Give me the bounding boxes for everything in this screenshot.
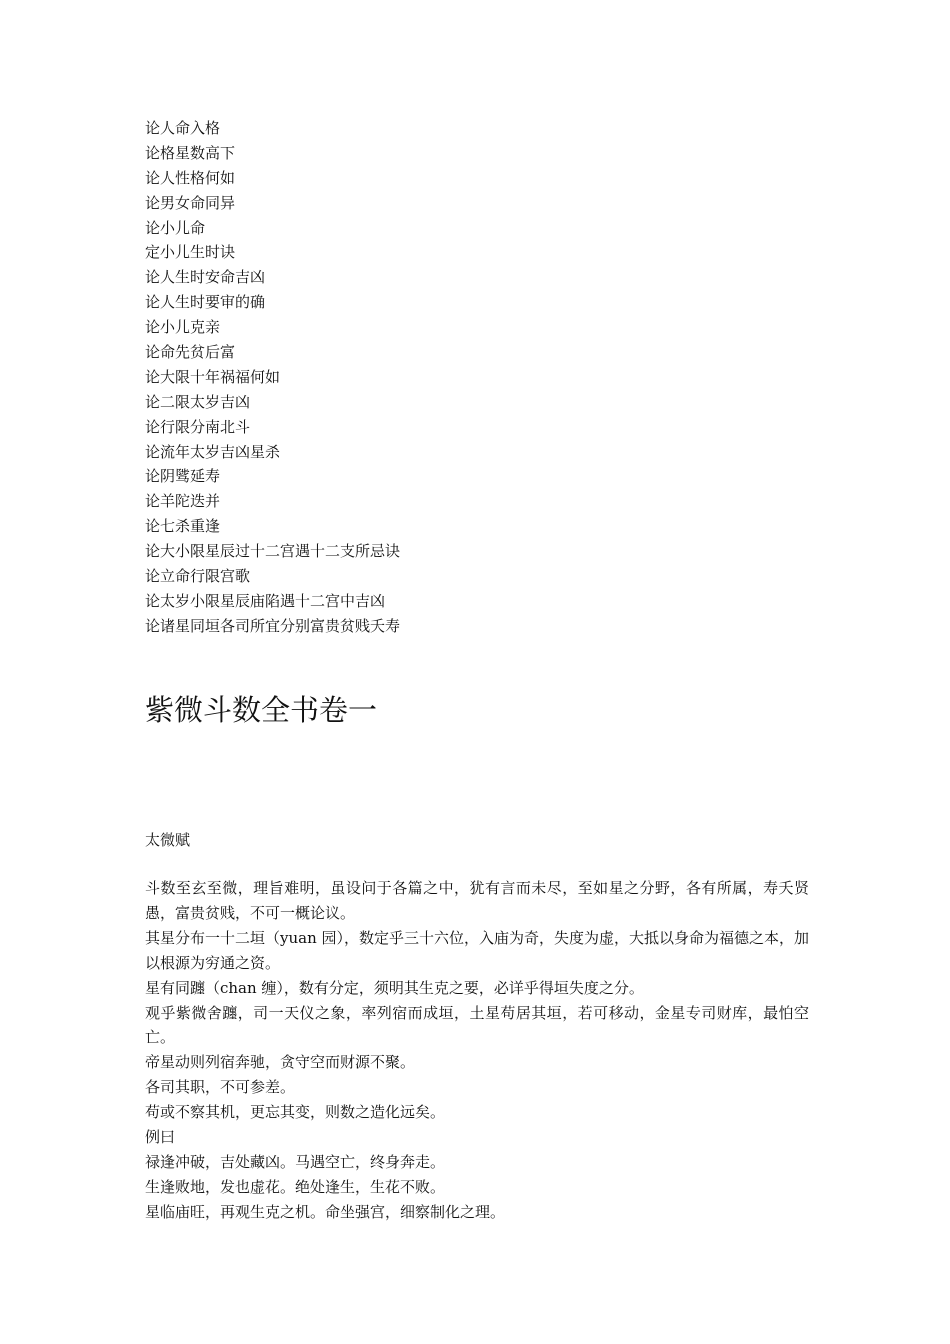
toc-item: 定小儿生时诀 — [145, 243, 236, 262]
paragraph: 各司其职，不可参差。 — [145, 1078, 296, 1097]
toc-item: 论人生时安命吉凶 — [145, 268, 266, 287]
paragraph: 苟或不察其机，更忘其变，则数之造化远矣。 — [145, 1103, 446, 1122]
toc-item: 论大限十年祸福何如 — [145, 367, 281, 386]
table-of-contents — [145, 116, 825, 639]
toc-item: 论小儿命 — [145, 218, 206, 237]
toc-item: 论大小限星辰过十二宫遇十二支所忌诀 — [145, 542, 401, 561]
paragraph: 星临庙旺，再观生克之机。命坐强宫，细察制化之理。 — [145, 1202, 506, 1221]
toc-item: 论羊陀迭并 — [145, 492, 221, 511]
toc-item: 论阴骘延寿 — [145, 467, 221, 486]
body-text — [145, 876, 809, 1225]
toc-item: 论诸星同垣各司所宜分别富贵贫贱夭寿 — [145, 616, 401, 635]
toc-item: 论男女命同异 — [145, 193, 236, 212]
toc-item: 论人性格何如 — [145, 168, 236, 187]
paragraph: 例曰 — [145, 1128, 176, 1147]
paragraph: 禄逢冲破，吉处藏凶。马遇空亡，终身奔走。 — [145, 1152, 446, 1171]
toc-item: 论立命行限宫歌 — [145, 567, 251, 586]
toc-item: 论格星数高下 — [145, 143, 236, 162]
toc-item: 论行限分南北斗 — [145, 417, 251, 436]
toc-item: 论人生时要审的确 — [145, 293, 266, 312]
toc-item: 论二限太岁吉凶 — [145, 392, 251, 411]
paragraph: 生逢败地，发也虚花。绝处逢生，生花不败。 — [145, 1177, 446, 1196]
toc-item: 论人命入格 — [145, 119, 221, 137]
chapter-title: 紫微斗数全书卷一 — [145, 693, 378, 727]
paragraph: 帝星动则列宿奔驰，贪守空而财源不聚。 — [145, 1053, 416, 1072]
toc-item: 论七杀重逢 — [145, 517, 221, 536]
paragraph: 星有同躔（chan 缠），数有分定，须明其生克之要，必详乎得垣失度之分。 — [145, 978, 644, 997]
paragraph: 斗数至玄至微，理旨难明，虽设问于各篇之中，犹有言而未尽，至如星之分野，各有所属，寿夭贤愚，富贵贫贱，不可一概论议。 — [145, 879, 809, 922]
paragraph: 其星分布一十二垣（yuan 园），数定乎三十六位，入庙为奇，失度为虚，大抵以身命为福德之本，加以根源为穷通之资。 — [145, 928, 810, 972]
toc-item: 论流年太岁吉凶星杀 — [145, 442, 281, 461]
toc-item: 论命先贫后富 — [145, 343, 236, 362]
toc-item: 论太岁小限星辰庙陷遇十二宫中吉凶 — [145, 591, 386, 610]
toc-item: 论小儿克亲 — [145, 318, 221, 337]
section-title: 太微赋 — [145, 831, 191, 849]
paragraph: 观乎紫微舍躔，司一天仪之象，率列宿而成垣，土星苟居其垣，若可移动，金星专司财库，最怕空亡。 — [145, 1003, 809, 1047]
